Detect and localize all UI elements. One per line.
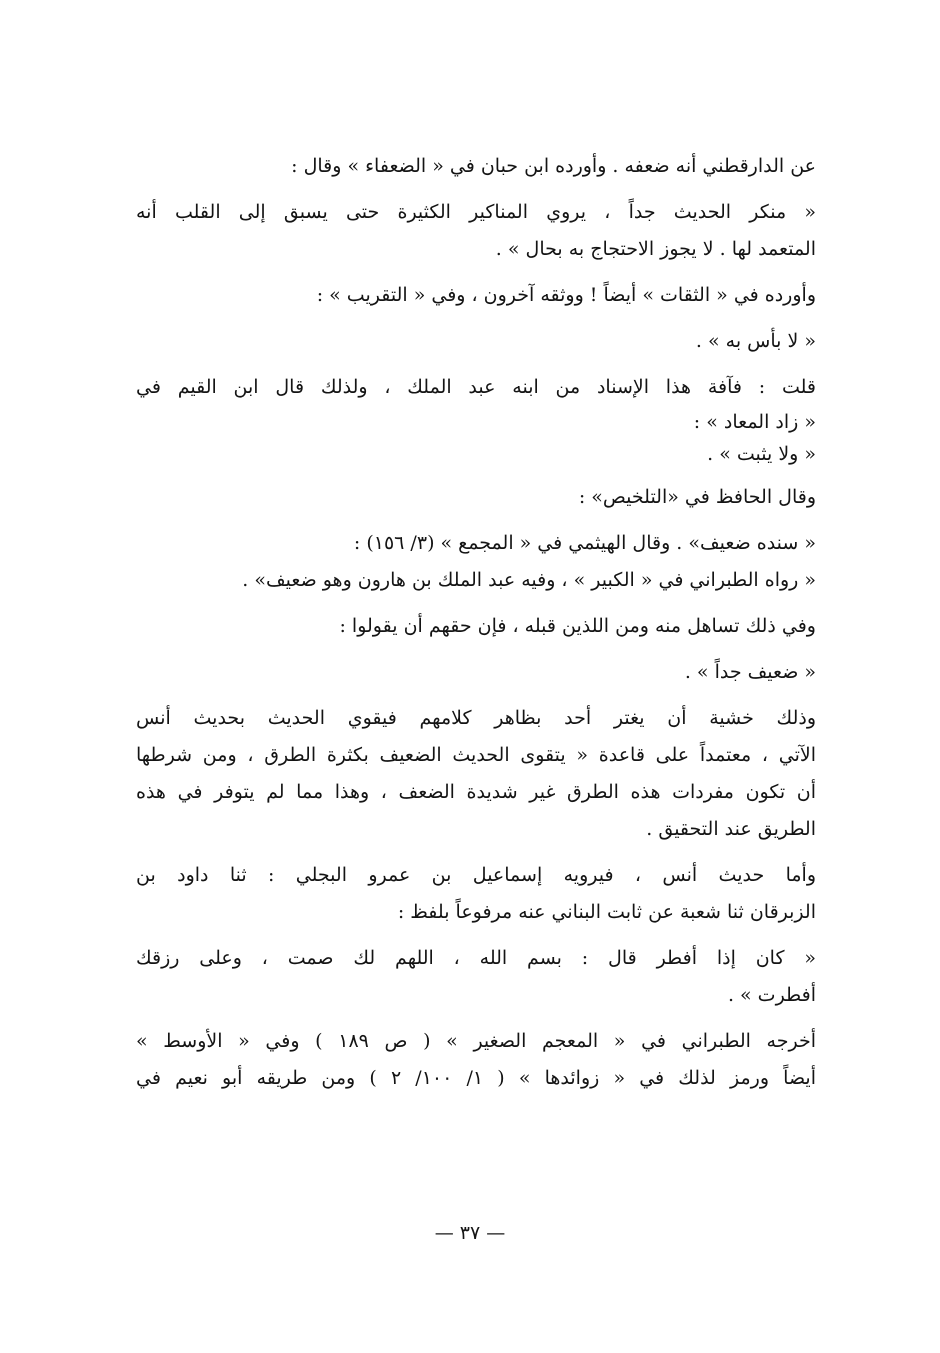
text-line-16: أن تكون مفردات هذه الطرق غير شديدة الضعف ، وهذا مما لم يتوفر في هذه	[136, 781, 816, 803]
text-line-11: « رواه الطبراني في « الكبير » ، وفيه عبد الملك بن هارون وهو ضعيف» .	[242, 569, 816, 591]
text-line-14: وذلك خشية أن يغتر أحد بظاهر كلامهم فيقوي الحديث بحديث أنس	[136, 707, 816, 729]
text-line-22: أخرجه الطبراني في « المعجم الصغير » ( ص ١٨٩ ) وفي « الأوسط »	[136, 1030, 816, 1052]
text-line-9: وقال الحافظ في «التلخيص» :	[578, 486, 816, 508]
text-line-7: « زاد المعاد » :	[693, 411, 816, 433]
body-text	[136, 148, 816, 1097]
text-line-6: قلت : فآفة هذا الإسناد من ابنه عبد الملك ، ولذلك قال ابن القيم في	[136, 376, 816, 398]
text-line-17: الطريق عند التحقيق .	[646, 818, 816, 840]
text-line-10: « سنده ضعيف» . وقال الهيثمي في « المجمع » (٣/ ١٥٦) :	[353, 532, 816, 554]
text-line-23: أيضاً ورمز لذلك في « زوائدها » ( ١/ ١٠٠/ ٢ ) ومن طريقه أبو نعيم في	[136, 1067, 816, 1089]
text-line-19: الزبرقان ثنا شعبة عن ثابت البناني عنه مرفوعاً بلفظ :	[397, 901, 816, 923]
text-line-21: أفطرت » .	[727, 984, 816, 1006]
text-line-2: « منكر الحديث جداً ، يروي المناكير الكثيرة حتى يسبق إلى القلب أنه	[136, 201, 816, 223]
text-line-4: وأورده في « الثقات » أيضاً ! ووثقه آخرون ، وفي « التقريب » :	[316, 284, 816, 306]
text-line-13: « ضعيف جداً » .	[684, 661, 816, 683]
text-line-20: « كان إذا أفطر قال : بسم الله ، اللهم لك صمت ، وعلى رزقك	[136, 947, 816, 969]
text-line-3: المتعمد لها . لا يجوز الاحتجاج به بحال » .	[495, 238, 816, 260]
text-line-1: عن الدارقطني أنه ضعفه . وأورده ابن حبان في « الضعفاء » وقال :	[291, 155, 816, 177]
text-line-15: الآتي ، معتمداً على قاعدة « يتقوى الحديث الضعيف بكثرة الطرق ، ومن شرطها	[136, 744, 816, 766]
text-line-8: « ولا يثبت » .	[707, 443, 816, 465]
page-number: — ٣٧ —	[434, 1222, 506, 1244]
text-line-12: وفي ذلك تساهل منه ومن اللذين قبله ، فإن حقهم أن يقولوا :	[339, 615, 816, 637]
text-line-18: وأما حديث أنس ، فيرويه إسماعيل بن عمرو البجلي : ثنا داود بن	[136, 864, 816, 886]
text-line-5: « لا بأس به » .	[695, 330, 816, 352]
